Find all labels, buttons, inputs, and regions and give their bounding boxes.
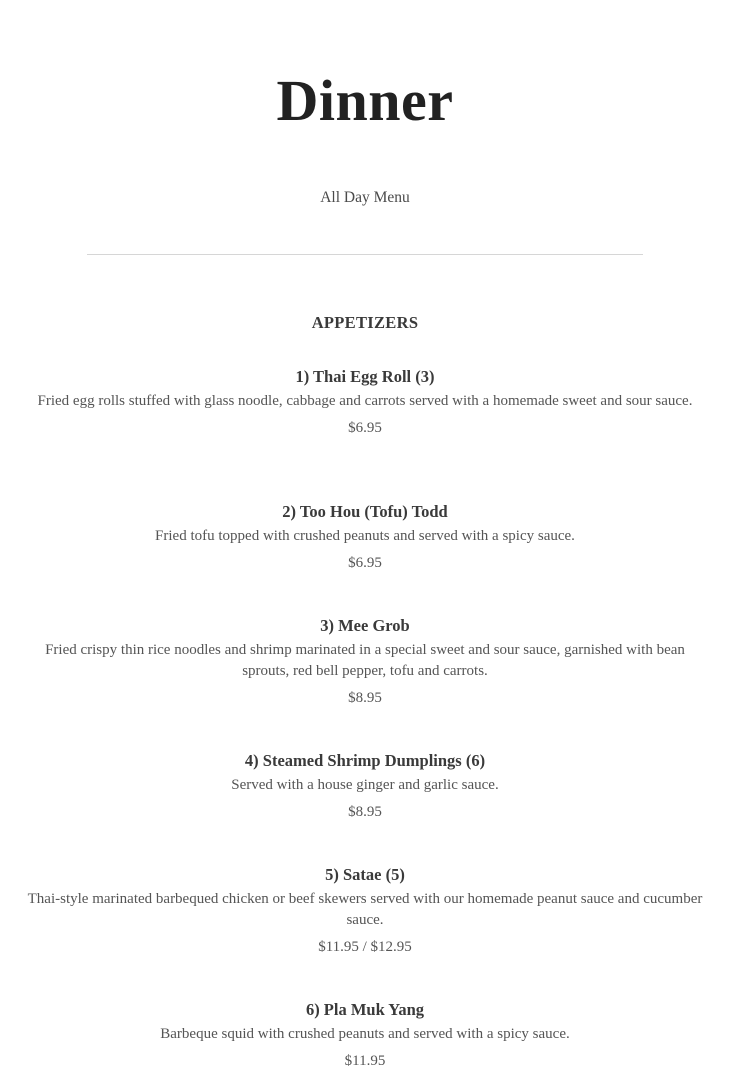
menu-item-description: Thai-style marinated barbequed chicken or beef skewers served with our homemade peanut sauce and cucumber sauce. (27, 891, 703, 928)
menu-item-name: 4) Steamed Shrimp Dumplings (6) (244, 751, 486, 770)
menu-item (20, 864, 710, 958)
menu-item-description: Barbeque squid with crushed peanuts and served with a spicy sauce. (160, 1026, 570, 1042)
menu-item-price: $11.95 / $12.95 (318, 939, 412, 955)
menu-item-price: $11.95 (344, 1053, 386, 1069)
menu-item (20, 501, 710, 574)
menu-item-price: $8.95 (348, 804, 382, 820)
menu-item-name: 6) Pla Muk Yang (305, 1000, 425, 1019)
divider (87, 254, 643, 255)
menu-item (20, 615, 710, 709)
menu-item-description: Fried egg rolls stuffed with glass noodle, cabbage and carrots served with a homemade sweet and sour sauce. (37, 393, 693, 409)
menu-item-name: 1) Thai Egg Roll (3) (295, 367, 435, 386)
menu-item (20, 750, 710, 823)
menu-item-name: 5) Satae (5) (325, 865, 405, 884)
section-heading: APPETIZERS (311, 313, 419, 332)
menu-item-price: $8.95 (348, 690, 382, 706)
menu-item-name: 3) Mee Grob (320, 616, 410, 635)
menu-item-description: Fried tofu topped with crushed peanuts and served with a spicy sauce. (155, 528, 575, 544)
menu-item-price: $6.95 (348, 420, 382, 436)
menu-item-price: $6.95 (348, 555, 382, 571)
menu-item-name: 2) Too Hou (Tofu) Todd (282, 502, 448, 521)
menu-item-description: Fried crispy thin rice noodles and shrimp marinated in a special sweet and sour sauce, garnished with bean sprouts, red bell pepper, tofu and carrots. (45, 642, 685, 679)
page-title: Dinner (276, 68, 454, 133)
menu-item (20, 366, 710, 439)
menu-item (20, 999, 710, 1072)
menu-item-description: Served with a house ginger and garlic sauce. (231, 777, 499, 793)
menu-subtitle: All Day Menu (320, 189, 410, 206)
